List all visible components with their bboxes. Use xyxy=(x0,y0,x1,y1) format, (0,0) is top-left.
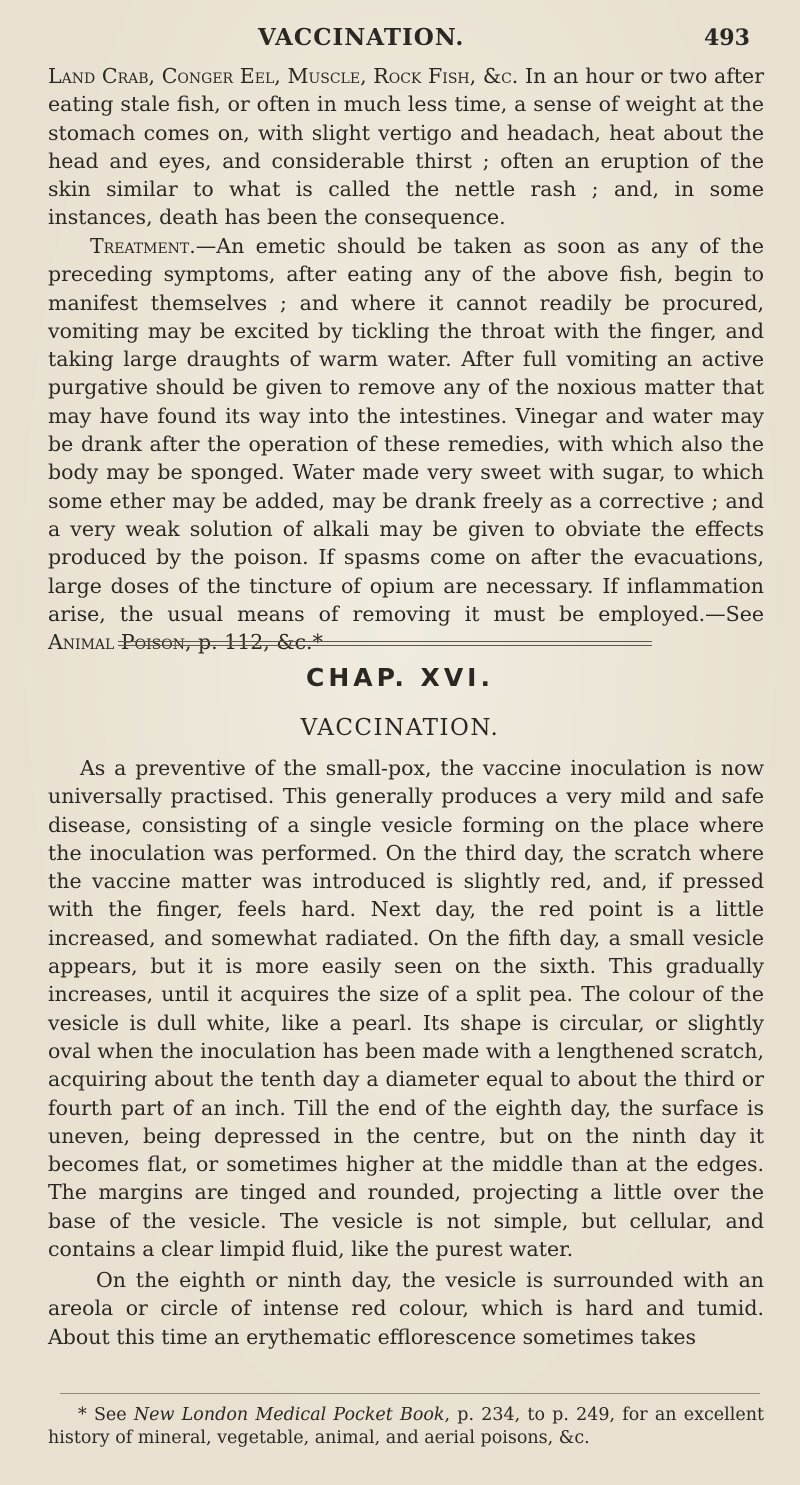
paragraph-fish-poisoning xyxy=(48,62,764,232)
chapter-title: VACCINATION. xyxy=(300,715,500,741)
footnote-text: , p. 234, to p. 249, for an excellent history of mineral, vegetable, animal, and aerial poisons, &c. xyxy=(48,1405,764,1448)
paragraph-areola: On the eighth or ninth day, the vesicle is surrounded with an areola or circle of intense red colour, which is hard and tumid. About this time an erythematic efflorescence sometimes takes xyxy=(48,1268,764,1349)
paragraph-text-tail: , p. 112, &c.* xyxy=(184,630,323,655)
cross-reference: Animal Poison xyxy=(48,630,185,655)
footnote-book-title: New London Medical Pocket Book xyxy=(133,1405,445,1425)
section-divider xyxy=(118,645,652,646)
page-number: 493 xyxy=(704,25,750,51)
footnote xyxy=(48,1404,764,1450)
paragraph-vaccination: As a preventive of the small-pox, the vaccine inoculation is now universally practised. This generally produces a very mild and safe disease, consisting of a single vesicle forming on the place where the inoculation was performed. On the third day, the scratch where the vaccine matter was introduced is slightly red, and, if pressed with the finger, feels hard. Next day, the red point is a little increased, and somewhat radiated. On the fifth day, a small vesicle appears, but it is more easily seen on the sixth. This gradually increases, until it acquires the size of a split pea. The colour of the vesicle is dull white, like a pearl. Its shape is circular, or slightly oval when the inoculation has been made with a lengthened scratch, acquiring about the tenth day a diameter equal to about the third or fourth part of an inch. Till the end of the eighth day, the surface is uneven, being depressed in the centre, but on the ninth day it becomes flat, or sometimes higher at the middle than at the edges. The margins are tinged and rounded, projecting a little over the base of the vesicle. The vesicle is not simple, but cellular, and contains a clear limpid fluid, like the purest water. xyxy=(48,756,764,1262)
running-title: VACCINATION. xyxy=(258,24,465,51)
paragraph-text: In an hour or two after eating stale fish, or often in much less time, a sense of weight at the stomach comes on, with slight vertigo and headach, heat about the head and eyes, and considerable thirst ; often an eruption of the skin similar to what is called the nettle rash ; and, in some instances, death has been the consequence. xyxy=(48,64,764,230)
running-header xyxy=(0,20,800,56)
footnote-divider xyxy=(60,1393,760,1394)
paragraph-treatment xyxy=(48,232,764,656)
paragraph-lead-treatment: Treatment. xyxy=(90,234,196,258)
paragraph-lead-fish-list: Land Crab, Conger Eel, Muscle, Rock Fish, &c. xyxy=(48,64,519,88)
footnote-marker: * See xyxy=(78,1405,134,1425)
chapter-heading: CHAP. XVI. xyxy=(306,663,494,692)
paragraph-text: —An emetic should be taken as soon as any of the preceding symptoms, after eating any of the above fish, begin to manifest themselves ; and where it cannot readily be procured, vomiting may be excited by tickling the throat with the finger, and taking large draughts of warm water. After full vomiting an active purgative should be given to remove any of the noxious matter that may have found its way into the intestines. Vinegar and water may be drank after the operation of these remedies, with which also the body may be sponged. Water made very sweet with sugar, to which some ether may be added, may be drank freely as a corrective ; and a very weak solution of alkali may be given to obviate the effects produced by the poison. If spasms come on after the evacuations, large doses of the tincture of opium are necessary. If inflammation arise, the usual means of removing it must be employed.—See xyxy=(48,234,764,626)
section-divider xyxy=(118,641,652,642)
